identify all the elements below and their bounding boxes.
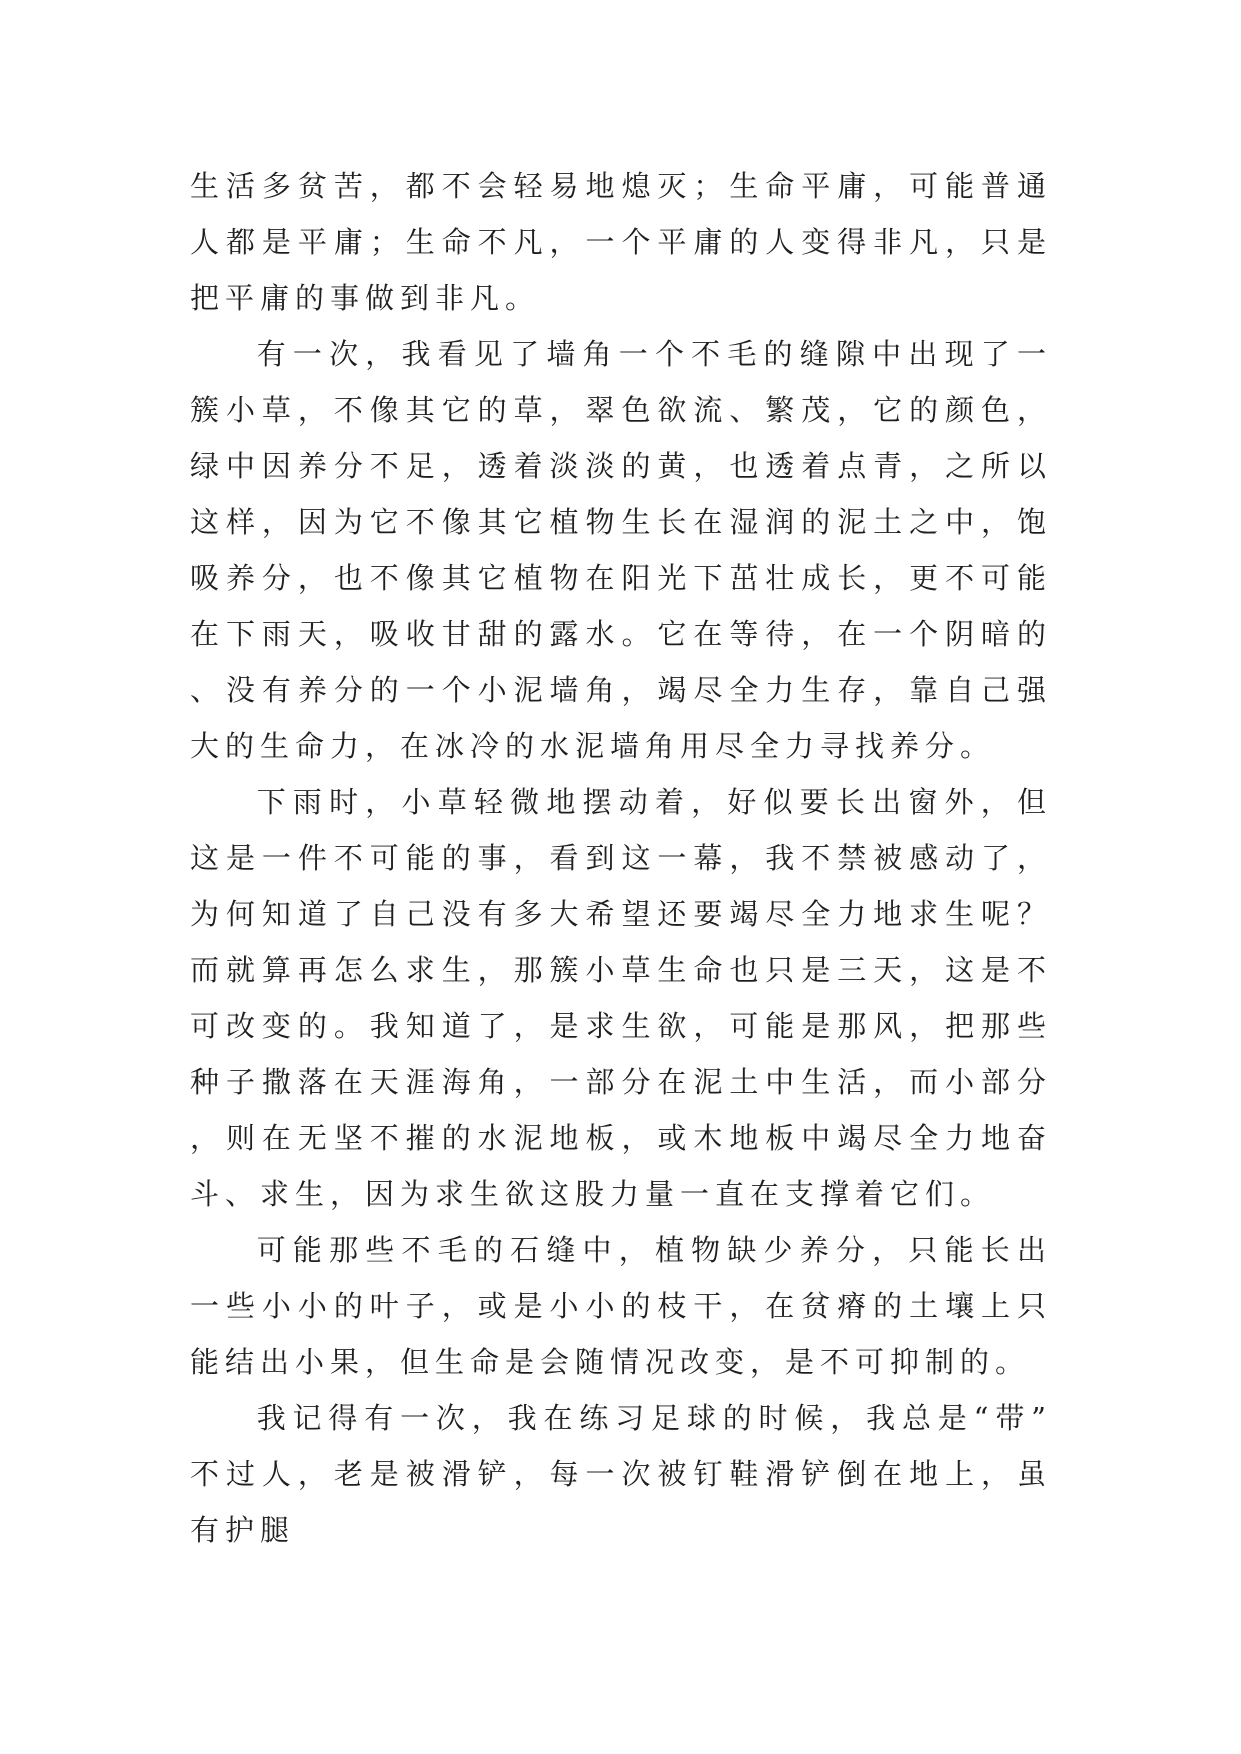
paragraph-1: 生活多贫苦，都不会轻易地熄灭；生命平庸，可能普通人都是平庸；生命不凡，一个平庸的人变得非凡，只是把平庸的事做到非凡。 (190, 169, 1052, 315)
document-body (190, 158, 1052, 1558)
paragraph-4: 可能那些不毛的石缝中，植物缺少养分，只能长出一些小小的叶子，或是小小的枝干，在贫瘠的土壤上只能结出小果，但生命是会随情况改变，是不可抑制的。 (190, 1233, 1052, 1379)
paragraph-5: 我记得有一次，我在练习足球的时候，我总是“带”不过人，老是被滑铲，每一次被钉鞋滑铲倒在地上，虽有护腿 (190, 1401, 1052, 1547)
paragraph-2: 有一次，我看见了墙角一个不毛的缝隙中出现了一簇小草，不像其它的草，翠色欲流、繁茂，它的颜色，绿中因养分不足，透着淡淡的黄，也透着点青，之所以这样，因为它不像其它植物生长在湿润的泥土之中，饱吸养分，也不像其它植物在阳光下茁壮成长，更不可能在下雨天，吸收甘甜的露水。它在等待，在一个阴暗的、没有养分的一个小泥墙角，竭尽全力生存，靠自己强大的生命力，在冰冷的水泥墙角用尽全力寻找养分。 (190, 337, 1052, 763)
paragraph-3: 下雨时，小草轻微地摆动着，好似要长出窗外，但这是一件不可能的事，看到这一幕，我不禁被感动了，为何知道了自己没有多大希望还要竭尽全力地求生呢？而就算再怎么求生，那簇小草生命也只是三天，这是不可改变的。我知道了，是求生欲，可能是那风，把那些种子撒落在天涯海角，一部分在泥土中生活，而小部分，则在无坚不摧的水泥地板，或木地板中竭尽全力地奋斗、求生，因为求生欲这股力量一直在支撑着它们。 (190, 785, 1052, 1211)
